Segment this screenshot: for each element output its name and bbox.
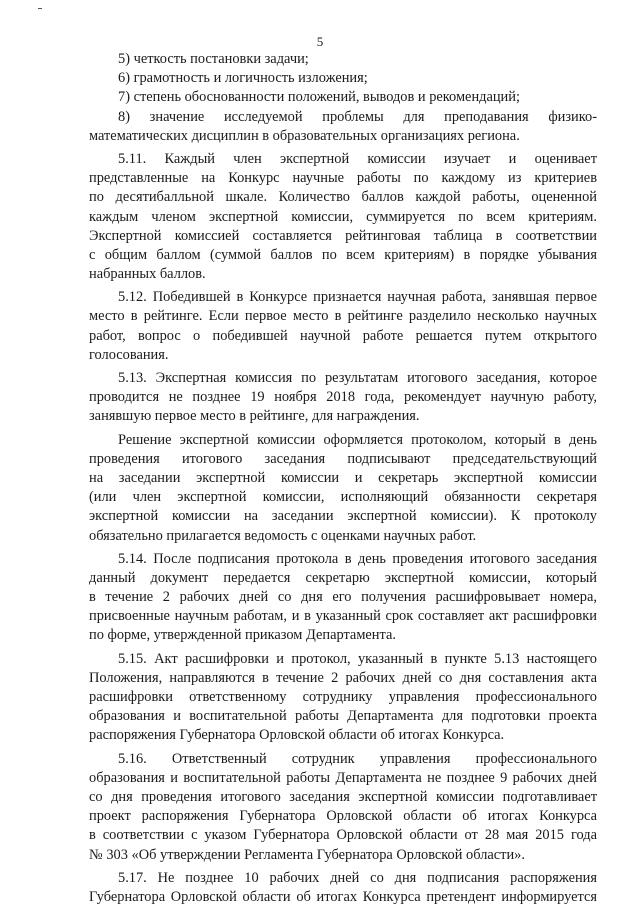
paragraph-line: данный документ передается секретарю экспертной комиссии, который	[89, 569, 597, 586]
paragraph-line: экспертной комиссии на заседании экспертной комиссии). К протоколу	[89, 508, 597, 525]
list-item: 8) значение исследуемой проблемы для преподавания физико-	[118, 108, 597, 125]
list-item: 6) грамотность и логичность изложения;	[118, 70, 368, 87]
paragraph-line: 5.15. Акт расшифровки и протокол, указанный в пункте 5.13 настоящего	[118, 650, 597, 667]
paragraph-line: присвоенные научным работам, и в указанный срок составляет акт расшифровки	[89, 608, 597, 625]
paragraph-5-11	[89, 150, 597, 284]
paragraph-line: 5.14. После подписания протокола в день проведения итогового заседания	[118, 550, 597, 567]
paragraph-line: проект распоряжения Губернатора Орловской области об итогах Конкурса	[89, 808, 597, 825]
paragraph-line: 5.13. Экспертная комиссия по результатам итогового заседания, которое	[118, 370, 597, 386]
paragraph-line: Решение экспертной комиссии оформляется протоколом, который в день	[118, 431, 597, 448]
list-item: 5) четкость постановки задачи;	[118, 51, 309, 67]
paragraph-line: образования и воспитательной работы Департамента для подготовки проекта	[89, 708, 597, 725]
paragraph-line: (или член экспертной комиссии, исполняющий обязанности секретаря	[89, 489, 597, 506]
paragraph-line: Положения, направляются в течение 2 рабочих дней со дня составления акта	[89, 669, 597, 686]
paragraph-line: распоряжения Губернатора Орловской области об итогах Конкурса.	[89, 727, 505, 744]
paragraph-line: обязательно прилагается ведомость с оценками научных работ.	[89, 527, 477, 544]
paragraph-decision	[89, 431, 597, 546]
paragraph-line: по форме, утвержденной приказом Департамента.	[89, 627, 396, 644]
paragraph-line: место в рейтинге. Если первое место в рейтинге разделило несколько научных	[89, 308, 597, 325]
paragraph-line: на заседании экспертной комиссии и секретарь экспертной комиссии	[89, 469, 597, 486]
paragraph-line: Экспертной комиссией составляется рейтинговая таблица в соответствии	[89, 227, 597, 244]
paragraph-5-14	[89, 550, 597, 646]
paragraph-line: 5.12. Победившей в Конкурсе признается научная работа, занявшая первое	[118, 289, 597, 306]
paragraph-line: проведения итогового заседания подписывают председательствующий	[89, 450, 597, 467]
document-body	[89, 50, 597, 907]
paragraph-line: со дня проведения итогового заседания экспертной комиссии подготавливает	[89, 788, 597, 805]
paragraph-line: с общим баллом (суммой баллов по всем критериям) в порядке убывания	[89, 246, 597, 263]
scan-mark	[38, 8, 42, 9]
paragraph-line: набранных баллов.	[89, 266, 206, 283]
paragraph-line: в соответствии с указом Губернатора Орловской области от 28 мая 2015 года	[89, 827, 597, 844]
paragraph-line: по десятибалльной шкале. Количество баллов каждой работы, оцененной	[89, 189, 597, 206]
list-item-continuation: математических дисциплин в образовательных организациях региона.	[89, 127, 520, 144]
paragraph-5-15	[89, 650, 597, 746]
paragraph-line: № 303 «Об утверждении Регламента Губернатора Орловской области».	[89, 846, 525, 863]
paragraph-line: 5.11. Каждый член экспертной комиссии изучает и оценивает	[118, 150, 597, 167]
paragraph-line: представленные на Конкурс научные работы по каждому из критериев	[89, 170, 597, 187]
page-number: 5	[316, 34, 324, 49]
paragraph-line: занявшую первое место в рейтинге, для награждения.	[89, 408, 420, 425]
paragraph-line: каждым членом экспертной комиссии, суммируется по всем критериям.	[89, 208, 597, 225]
paragraph-line: работ, вопрос о победившей научной работе решается путем открытого	[89, 327, 597, 344]
paragraph-line: расшифровки ответственному сотруднику управления профессионального	[89, 689, 597, 705]
paragraph-line: Губернатора Орловской области об итогах Конкурса претендент информируется	[89, 888, 597, 905]
paragraph-line: образования и воспитательной работы Департамента не позднее 9 рабочих дней	[89, 769, 597, 786]
paragraph-line: 5.17. Не позднее 10 рабочих дней со дня подписания распоряжения	[118, 869, 597, 886]
paragraph-line: 5.16. Ответственный сотрудник управления профессионального	[118, 750, 597, 767]
paragraph-line: в течение 2 рабочих дней со дня его получения расшифровывает номера,	[89, 589, 597, 606]
paragraph-5-13	[89, 369, 597, 427]
paragraph-5-12	[89, 288, 597, 365]
paragraph-line: проводится не позднее 19 ноября 2018 года, рекомендует научную работу,	[89, 389, 597, 406]
paragraph-5-17	[89, 869, 597, 907]
paragraph-5-16	[89, 750, 597, 865]
paragraph-line: голосования.	[89, 346, 169, 363]
criteria-list	[89, 50, 597, 146]
list-item: 7) степень обоснованности положений, выводов и рекомендаций;	[118, 89, 520, 106]
